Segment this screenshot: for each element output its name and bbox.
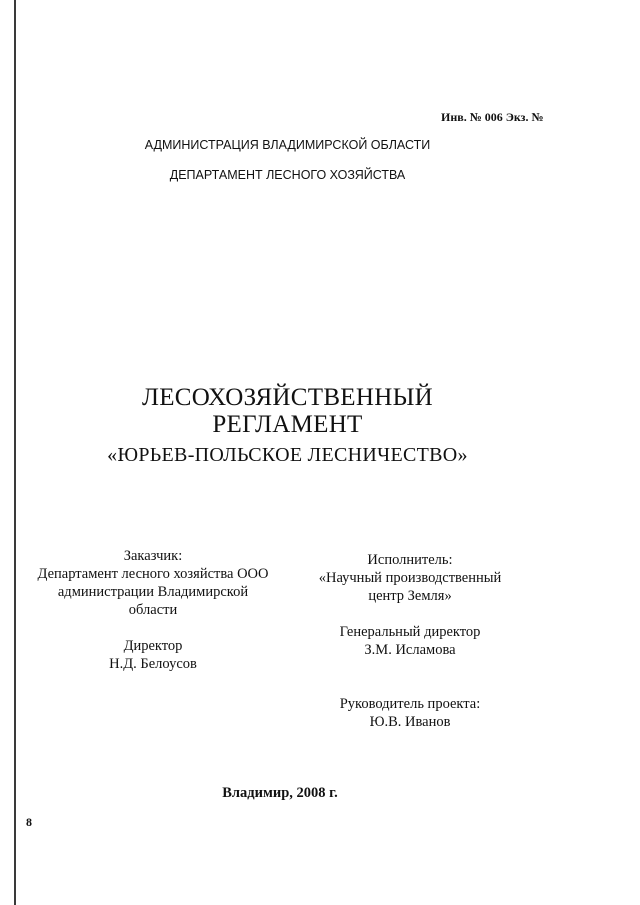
executor-label: Исполнитель:: [367, 552, 453, 568]
customer-org-line: Департамент лесного хозяйства ООО: [37, 566, 269, 582]
document-title-line-1: ЛЕСОХОЗЯЙСТВЕННЫЙ: [141, 384, 434, 411]
customer-name: Н.Д. Белоусов: [109, 656, 197, 672]
customer-position: Директор: [123, 638, 183, 654]
customer-org-line: области: [128, 602, 178, 618]
document-title-line-2: РЕГЛАМЕНТ: [212, 411, 363, 438]
department-heading: ДЕПАРТАМЕНТ ЛЕСНОГО ХОЗЯЙСТВА: [169, 168, 406, 182]
customer-org-line: администрации Владимирской: [57, 584, 249, 600]
executor-org-line: центр Земля»: [368, 588, 452, 604]
page-number: 8: [26, 815, 32, 829]
executor-org-line: «Научный производственный: [318, 570, 502, 586]
customer-block: [28, 547, 278, 673]
executor-position: Генеральный директор: [339, 624, 481, 640]
administration-heading: АДМИНИСТРАЦИЯ ВЛАДИМИРСКОЙ ОБЛАСТИ: [144, 138, 431, 152]
document-title-line-3: «ЮРЬЕВ-ПОЛЬСКОЕ ЛЕСНИЧЕСТВО»: [107, 444, 468, 466]
city-year: Владимир, 2008 г.: [222, 785, 338, 801]
inventory-number: Инв. № 006 Экз. №: [441, 110, 544, 124]
executor-block: [300, 551, 520, 731]
project-manager-name: Ю.В. Иванов: [369, 714, 451, 730]
customer-label: Заказчик:: [123, 548, 183, 564]
executor-name: З.М. Исламова: [364, 642, 456, 658]
project-manager-label: Руководитель проекта:: [339, 696, 481, 712]
